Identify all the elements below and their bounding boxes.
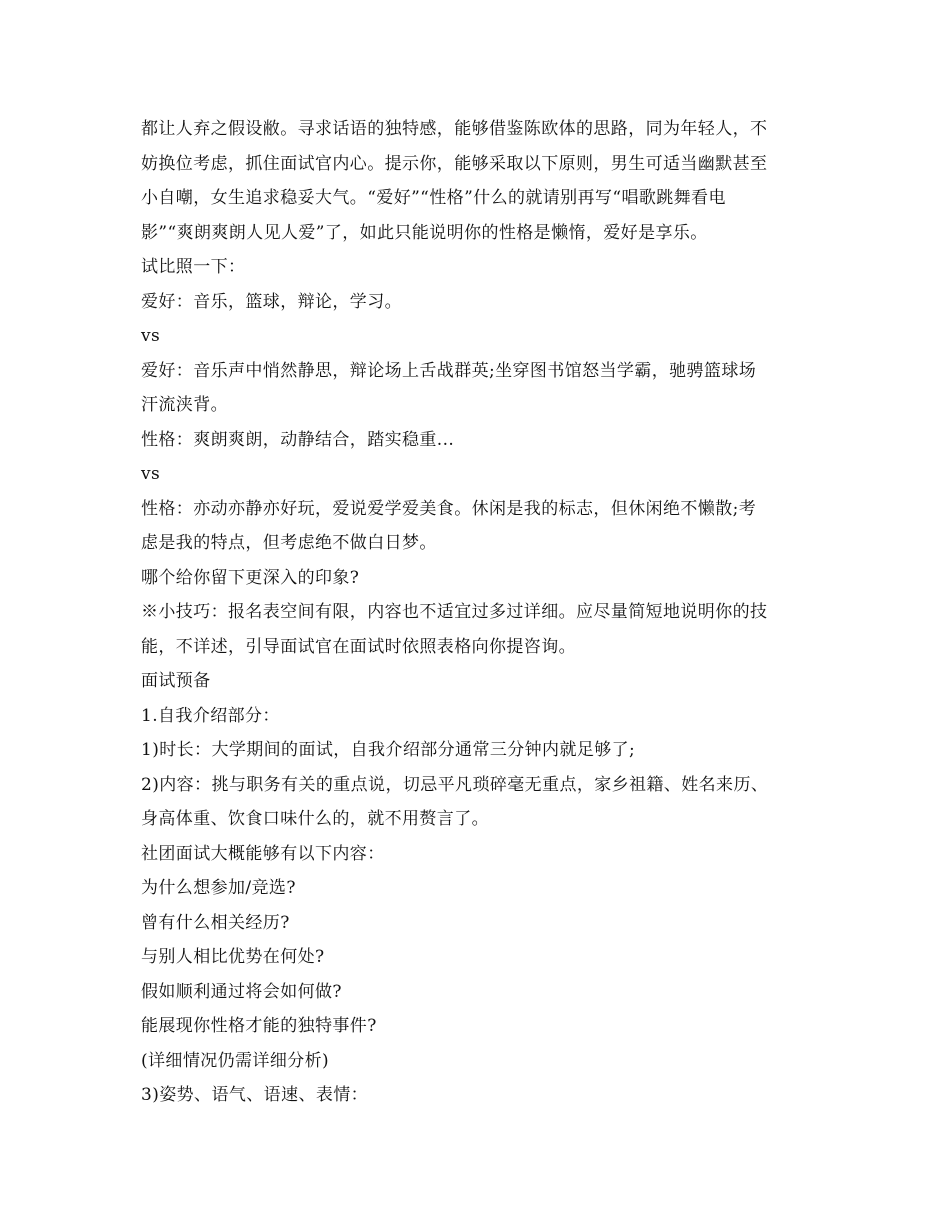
text-line: vs: [141, 464, 161, 484]
text-line: 2)内容：挑与职务有关的重点说，切忌平凡琐碎毫无重点，家乡祖籍、姓名来历、: [141, 774, 769, 795]
text-line: 身高体重、饮食口味什么的，就不用赘言了。: [141, 809, 489, 829]
text-line: 1)时长：大学期间的面试，自我介绍部分通常三分钟内就足够了;: [141, 740, 636, 760]
text-line: 性格：爽朗爽朗，动静结合，踏实稳重...: [141, 429, 455, 450]
text-line: 虑是我的特点，但考虑绝不做白日梦。: [141, 533, 437, 553]
text-line: 爱好：音乐，篮球，辩论，学习。: [141, 291, 402, 312]
text-line: 曾有什么相关经历?: [141, 912, 290, 933]
text-line: 试比照一下：: [141, 257, 246, 277]
text-line: 3)姿势、语气、语速、表情：: [141, 1085, 369, 1105]
text-line: 为什么想参加/竞选?: [141, 878, 296, 898]
text-line: ※小技巧：报名表空间有限，内容也不适宜过多过详细。应尽量简短地说明你的技: [141, 602, 768, 622]
text-line: 爱好：音乐声中悄然静思，辩论场上舌战群英;坐穿图书馆怒当学霸，驰骋篮球场: [141, 360, 757, 381]
text-line: (详细情况仍需详细分析): [141, 1050, 330, 1071]
text-line: 妨换位考虑，抓住面试官内心。提示你，能够采取以下原则，男生可适当幽默甚至: [141, 153, 768, 174]
text-line: 能，不详述，引导面试官在面试时依照表格向你提咨询。: [141, 636, 576, 657]
section-heading: 面试预备: [141, 671, 211, 691]
text-line: 哪个给你留下更深入的印象?: [141, 567, 360, 588]
text-line: 能展现你性格才能的独特事件?: [141, 1016, 377, 1036]
text-line: 与别人相比优势在何处?: [141, 947, 325, 967]
text-line: 性格：亦动亦静亦好玩，爱说爱学爱美食。休闲是我的标志，但休闲绝不懒散;考: [141, 498, 757, 519]
text-line: 社团面试大概能够有以下内容：: [141, 843, 385, 864]
text-line: 假如顺利通过将会如何做?: [141, 981, 342, 1002]
text-line: 影”“爽朗爽朗人见人爱”了，如此只能说明你的性格是懒惰，爱好是享乐。: [141, 222, 708, 243]
text-line: 都让人弃之假设敝。寻求话语的独特感，能够借鉴陈欧体的思路，同为年轻人，不: [141, 119, 768, 139]
text-line: 1.自我介绍部分：: [141, 705, 280, 726]
document-body: [141, 112, 816, 1113]
text-line: 汗流浃背。: [141, 395, 228, 415]
text-line: 小自嘲，女生追求稳妥大气。“爱好”“性格”什么的就请别再写“唱歌跳舞看电: [141, 188, 726, 208]
text-line: vs: [141, 326, 161, 346]
